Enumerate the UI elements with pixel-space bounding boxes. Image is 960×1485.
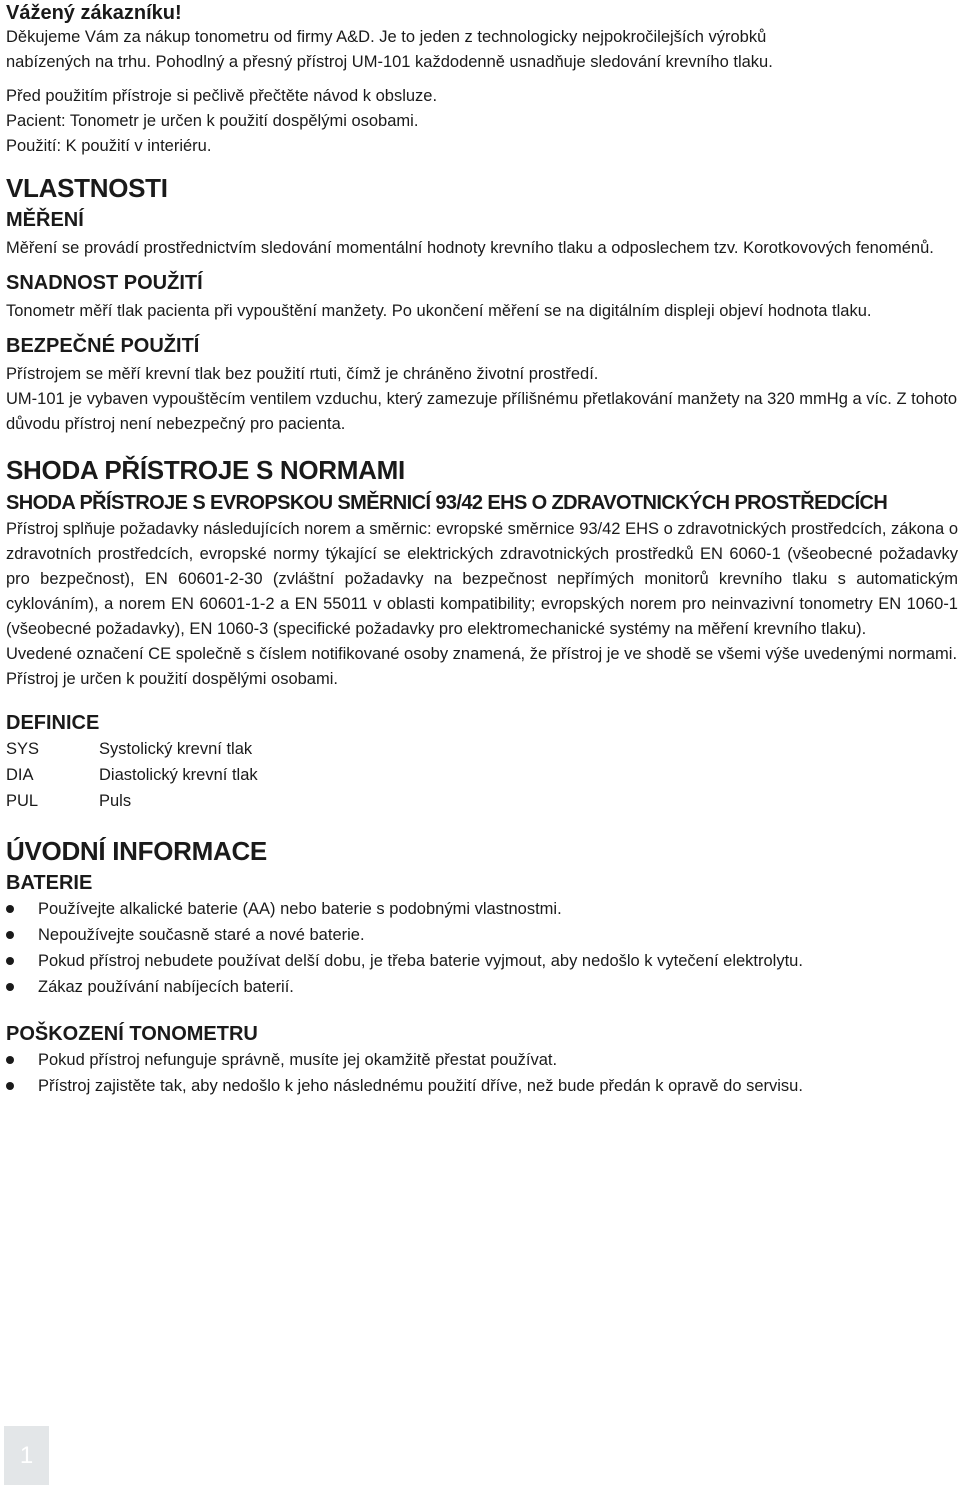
- greeting-line: Děkujeme Vám za nákup tonometru od firmy A&D. Je to jeden z technologicky nejpokročilejších výrobků: [6, 28, 767, 46]
- paragraph-mereni: Měření se provádí prostřednictvím sledování momentální hodnoty krevního tlaku a odposlechem tzv. Korotkovových fenoménů.: [6, 239, 934, 257]
- bullet-icon: [6, 1056, 14, 1064]
- paragraph-shoda-normy: Přístroj splňuje požadavky následujících norem a směrnic: evropské směrnice 93/42 EHS o zdravotnických prostředcích, zákona o zdravotních prostředcích, evropské normy týkající se elektrických zdravotnických prostředků EN 6060-1 (všeobecné požadavky pro bezpečnost), EN 60601-2-30 (zvláštní požadavky na bezpečnost nepřímých monitorů krevního tlaku s automatickým cyklováním), a norem EN 60601-1-2 a EN 55011 v oblasti kompatibility; evropských norem pro neinvazivní tonometry EN 1060-1 (všeobecné požadavky), EN 1060-3 (specifické požadavky pro elektromechanické systémy na měření krevního tlaku).: [6, 520, 958, 638]
- section-heading-vlastnosti: VLASTNOSTI: [6, 173, 168, 203]
- paragraph-bezpecne-2: UM-101 je vybaven vypouštěcím ventilem vzduchu, který zamezuje přílišnému přetlakování manžety na 320 mmHg a víc. Z tohoto důvodu přístroj není nebezpečný pro pacienta.: [6, 390, 958, 433]
- list-item: Přístroj zajistěte tak, aby nedošlo k jeho následnému použití dříve, než bude předán k opravě do servisu.: [6, 1073, 958, 1099]
- paragraph-shoda-ce: Uvedené označení CE společně s číslem notifikované osoby znamená, že přístroj je ve shodě se všemi výše uvedenými normami.: [6, 645, 958, 663]
- subheading-snadnost: SNADNOST POUŽITÍ: [6, 272, 203, 294]
- definition-row: [6, 788, 958, 814]
- bullet-icon: [6, 931, 14, 939]
- definition-desc: Puls: [99, 792, 132, 810]
- list-item: Zákaz používání nabíjecích baterií.: [6, 974, 958, 1000]
- definition-term: PUL: [6, 792, 39, 810]
- manual-page: [6, 0, 958, 1099]
- subheading-bezpecne: BEZPEČNÉ POUŽITÍ: [6, 335, 200, 357]
- subheading-definice: DEFINICE: [6, 712, 100, 734]
- bullet-icon: [6, 957, 14, 965]
- greeting-line: nabízených na trhu. Pohodlný a přesný přístroj UM-101 každodenně usnadňuje sledování krevního tlaku.: [6, 53, 773, 71]
- subheading-baterie: BATERIE: [6, 872, 93, 894]
- definition-desc: Systolický krevní tlak: [99, 740, 253, 758]
- definition-row: [6, 762, 958, 788]
- subheading-mereni: MĚŘENÍ: [6, 209, 84, 231]
- list-item: Pokud přístroj nefunguje správně, musíte jej okamžitě přestat používat.: [6, 1047, 958, 1073]
- subheading-shoda-smernice: SHODA PŘÍSTROJE S EVROPSKOU SMĚRNICÍ 93/42 EHS O ZDRAVOTNICKÝCH PROSTŘEDCÍCH: [6, 492, 888, 514]
- paragraph-bezpecne-1: Přístrojem se měří krevní tlak bez použití rtuti, čímž je chráněno životní prostředí.: [6, 365, 599, 383]
- greeting-title: Vážený zákazníku!: [6, 2, 182, 24]
- paragraph-shoda-osoby: Přístroj je určen k použití dospělými osobami.: [6, 670, 338, 688]
- bullet-icon: [6, 905, 14, 913]
- page-number: 1: [4, 1426, 49, 1485]
- section-heading-uvod: ÚVODNÍ INFORMACE: [6, 836, 267, 866]
- damage-list: [6, 1047, 958, 1099]
- bullet-icon: [6, 1082, 14, 1090]
- definition-desc: Diastolický krevní tlak: [99, 766, 258, 784]
- definition-term: DIA: [6, 766, 34, 784]
- definition-term: SYS: [6, 740, 40, 758]
- paragraph-snadnost: Tonometr měří tlak pacienta při vypouštění manžety. Po ukončení měření se na digitálním displeji objeví hodnota tlaku.: [6, 302, 872, 320]
- list-item: Používejte alkalické baterie (AA) nebo baterie s podobnými vlastnostmi.: [6, 896, 958, 922]
- subheading-poskozeni: POŠKOZENÍ TONOMETRU: [6, 1023, 258, 1045]
- list-item: Pokud přístroj nebudete používat delší dobu, je třeba baterie vyjmout, aby nedošlo k vytečení elektrolytu.: [6, 948, 958, 974]
- list-item: Nepoužívejte současně staré a nové baterie.: [6, 922, 958, 948]
- instruction-line: Před použitím přístroje si pečlivě přečtěte návod k obsluze.: [6, 87, 438, 105]
- definition-row: [6, 736, 958, 762]
- usage-line: Použití: K použití v interiéru.: [6, 137, 212, 155]
- patient-line: Pacient: Tonometr je určen k použití dospělými osobami.: [6, 112, 419, 130]
- definition-list: [6, 736, 958, 814]
- section-heading-shoda: SHODA PŘÍSTROJE S NORMAMI: [6, 455, 405, 485]
- bullet-icon: [6, 983, 14, 991]
- battery-list: [6, 896, 958, 1000]
